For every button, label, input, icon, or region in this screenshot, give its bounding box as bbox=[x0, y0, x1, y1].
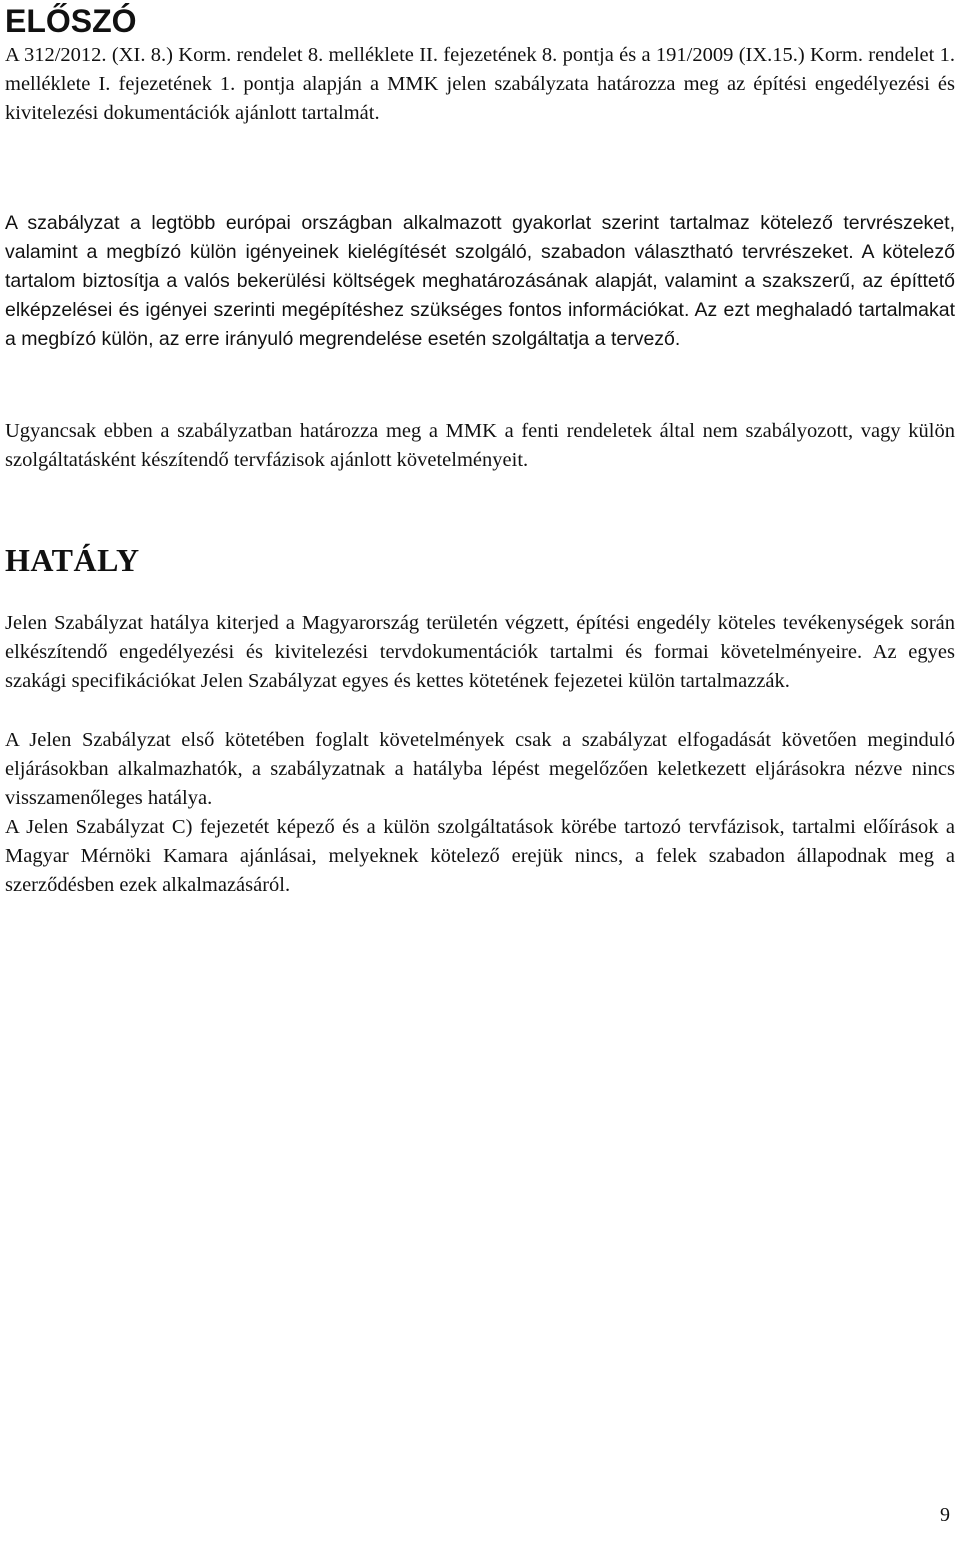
paragraph-hataly-1: Jelen Szabályzat hatálya kiterjed a Magyarország területén végzett, építési engedély köteles tevékenységek során elkészítendő engedélyezési és kivitelezési tervdokumentációk tartalmi és formai követelményeire. Az egyes szakági specifikációkat Jelen Szabályzat egyes és kettes kötetének fejezetei külön tartalmazzák. bbox=[5, 612, 955, 692]
page-number: 9 bbox=[940, 1504, 950, 1526]
paragraph-hataly-3: A Jelen Szabályzat C) fejezetét képező és a külön szolgáltatások körébe tartozó tervfázisok, tartalmi előírások a Magyar Mérnöki Kamara ajánlásai, melyeknek kötelező erejük nincs, a felek szabadon állapodnak meg a szerződésben ezek alkalmazásáról. bbox=[5, 816, 955, 896]
heading-hataly: HATÁLY bbox=[5, 542, 140, 578]
paragraph-hataly-2: A Jelen Szabályzat első kötetében foglalt követelmények csak a szabályzat elfogadását követően meginduló eljárásokban alkalmazhatók, a szabályzatnak a hatályba lépést megelőzően keletkezett eljárásokra nézve nincs visszamenőleges hatálya. bbox=[5, 729, 955, 809]
paragraph-eloszo-2: A szabályzat a legtöbb európai országban alkalmazott gyakorlat szerint tartalmaz kötelező tervrészeket, valamint a megbízó külön igényeinek kielégítését szolgáló, szabadon választható tervrészeket. A kötelező tartalom biztosítja a valós bekerülési költségek meghatározásának alapját, valamint a szakszerű, az építtető elképzelései és igényei szerinti megépítéshez szükséges fontos információkat. Az ezt meghaladó tartalmakat a megbízó külön, az erre irányuló megrendelése esetén szolgáltatja a tervező. bbox=[5, 212, 955, 350]
paragraph-eloszo-1: A 312/2012. (XI. 8.) Korm. rendelet 8. melléklete II. fejezetének 8. pontja és a 191/2009 (IX.15.) Korm. rendelet 1. melléklete I. fejezetének 1. pontja alapján a MMK jelen szabályzata határozza meg az építési engedélyezési és kivitelezési dokumentációk ajánlott tartalmát. bbox=[5, 44, 955, 124]
paragraph-eloszo-3: Ugyancsak ebben a szabályzatban határozza meg a MMK a fenti rendeletek által nem szabályozott, vagy külön szolgáltatásként készítendő tervfázisok ajánlott követelményeit. bbox=[5, 420, 955, 471]
heading-eloszo: ELŐSZÓ bbox=[5, 3, 137, 39]
